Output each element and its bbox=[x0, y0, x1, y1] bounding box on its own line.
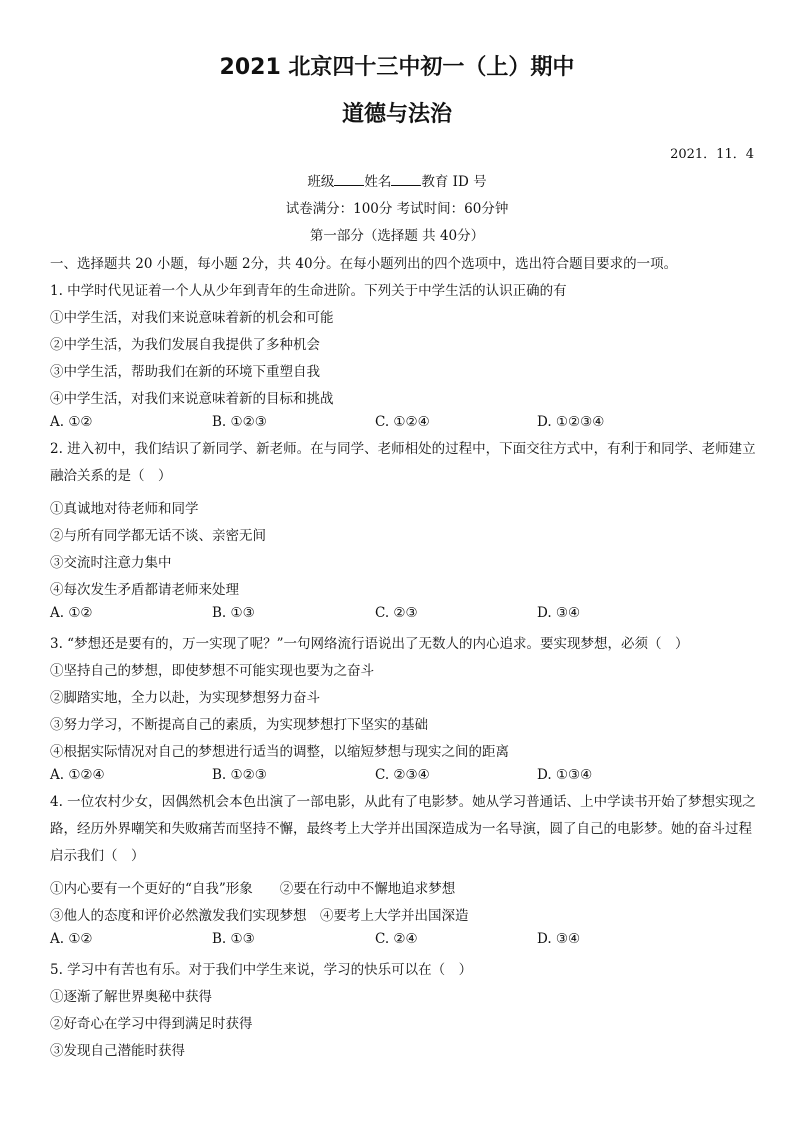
option-b: B. ①②③ bbox=[212, 414, 267, 430]
answer-options bbox=[50, 414, 760, 434]
name-label: 姓名 bbox=[364, 174, 392, 190]
question-item: ③交流时注意力集中 bbox=[50, 555, 172, 571]
option-b: B. ①③ bbox=[212, 931, 255, 947]
exam-date: 2021．11．4 bbox=[670, 147, 754, 162]
option-d: D. ①③④ bbox=[537, 767, 593, 783]
section-instruction: 一、选择题共 20 小题，每小题 2分，共 40分。在每小题列出的四个选项中，选出符合题目要求的一项。 bbox=[50, 256, 678, 272]
question-item: ②好奇心在学习中得到满足时获得 bbox=[50, 1016, 253, 1032]
class-blank bbox=[334, 173, 364, 186]
option-b: B. ①②③ bbox=[212, 767, 267, 783]
question-item: ③他人的态度和评价必然激发我们实现梦想 ④要考上大学并出国深造 bbox=[50, 908, 469, 924]
question-item: ①真诚地对待老师和同学 bbox=[50, 501, 199, 517]
option-d: D. ①②③④ bbox=[537, 414, 605, 430]
id-label: 教育 ID 号 bbox=[421, 174, 487, 190]
question-item: ③中学生活，帮助我们在新的环境下重塑自我 bbox=[50, 364, 320, 380]
question-stem: 1. 中学时代见证着一个人从少年到青年的生命进阶。下列关于中学生活的认识正确的有 bbox=[50, 283, 567, 299]
question-item: ①内心要有一个更好的“自我”形象 ②要在行动中不懈地追求梦想 bbox=[50, 881, 456, 897]
question-item: ③努力学习，不断提高自己的素质，为实现梦想打下坚实的基础 bbox=[50, 717, 428, 733]
option-a: A. ①② bbox=[50, 605, 93, 621]
question-stem: 4. 一位农村少女，因偶然机会本色出演了一部电影，从此有了电影梦。她从学习普通话、上中学读书开始了梦想实现之路，经历外界嘲笑和失败痛苦而坚持不懈，最终考上大学并出国深造成为一名导演，圆了自己的电影梦。她的奋斗过程启示我们（ ） bbox=[50, 794, 756, 864]
answer-options bbox=[50, 605, 760, 625]
name-blank bbox=[391, 173, 421, 186]
question-stem: 3. “梦想还是要有的，万一实现了呢？”一句网络流行语说出了无数人的内心追求。要实现梦想，必须（ ） bbox=[50, 636, 689, 652]
option-c: C. ②④ bbox=[375, 931, 418, 947]
question-item: ②与所有同学都无话不谈、亲密无间 bbox=[50, 528, 266, 544]
question-item: ④中学生活，对我们来说意味着新的目标和挑战 bbox=[50, 391, 334, 407]
exam-info: 试卷满分：100分 考试时间：60分钟 bbox=[285, 201, 509, 217]
answer-options bbox=[50, 931, 760, 951]
option-d: D. ③④ bbox=[537, 605, 581, 621]
subject-title: 道德与法治 bbox=[341, 102, 452, 127]
question-item: ④根据实际情况对自己的梦想进行适当的调整，以缩短梦想与现实之间的距离 bbox=[50, 744, 509, 760]
question-item: ①坚持自己的梦想，即使梦想不可能实现也要为之奋斗 bbox=[50, 663, 374, 679]
option-c: C. ②③ bbox=[375, 605, 418, 621]
question-item: ④每次发生矛盾都请老师来处理 bbox=[50, 582, 239, 598]
question-item: ①中学生活，对我们来说意味着新的机会和可能 bbox=[50, 310, 334, 326]
option-a: A. ①② bbox=[50, 931, 93, 947]
answer-options bbox=[50, 767, 760, 787]
question-item: ②中学生活，为我们发展自我提供了多种机会 bbox=[50, 337, 320, 353]
class-label: 班级 bbox=[307, 174, 335, 190]
question-item: ①逐渐了解世界奥秘中获得 bbox=[50, 989, 212, 1005]
question-item: ②脚踏实地，全力以赴，为实现梦想努力奋斗 bbox=[50, 690, 320, 706]
option-d: D. ③④ bbox=[537, 931, 581, 947]
question-stem: 2. 进入初中，我们结识了新同学、新老师。在与同学、老师相处的过程中，下面交往方式中，有利于和同学、老师建立融洽关系的是（ ） bbox=[50, 441, 756, 484]
option-a: A. ①② bbox=[50, 414, 93, 430]
question-item: ③发现自己潜能时获得 bbox=[50, 1043, 185, 1059]
option-c: C. ①②④ bbox=[375, 414, 430, 430]
option-a: A. ①②④ bbox=[50, 767, 105, 783]
exam-title: 2021 北京四十三中初一（上）期中 bbox=[219, 55, 575, 80]
question-stem: 5. 学习中有苦也有乐。对于我们中学生来说，学习的快乐可以在（ ） bbox=[50, 962, 473, 978]
part-title: 第一部分（选择题 共 40分） bbox=[309, 228, 485, 244]
option-b: B. ①③ bbox=[212, 605, 255, 621]
student-info-line bbox=[0, 170, 794, 190]
option-c: C. ②③④ bbox=[375, 767, 430, 783]
